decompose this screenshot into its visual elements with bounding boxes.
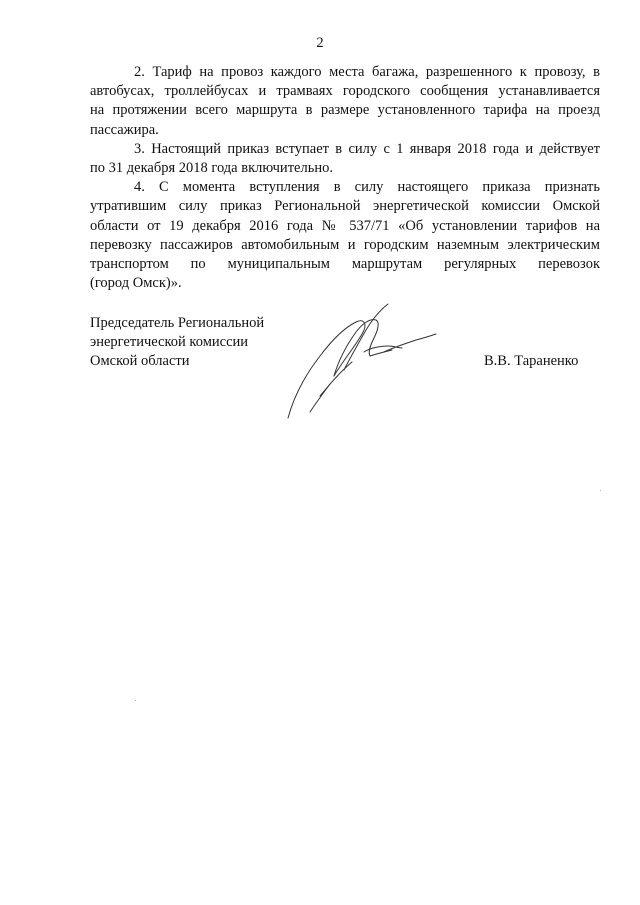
scan-speck [600, 490, 601, 491]
page-number: 2 [316, 35, 324, 51]
paragraph-effective-date [90, 140, 600, 178]
text-line: утратившим силу приказ Региональной энергетической комиссии Омской [90, 198, 600, 215]
signatory-title-line: Омской области [90, 353, 190, 370]
scan-speck [135, 700, 136, 701]
text-line: на протяжении всего маршрута в размере установленного тарифа на проезд [90, 102, 600, 119]
document-body [90, 63, 600, 293]
signatory-name: В.В. Тараненко [484, 353, 579, 369]
text-line: 3. Настоящий приказ вступает в силу с 1 января 2018 года и действует [134, 140, 600, 157]
signature-strokes [288, 304, 436, 418]
paragraph-repeal [90, 178, 600, 293]
text-line: 4. С момента вступления в силу настоящего приказа признать [134, 179, 600, 196]
text-line: по 31 декабря 2018 года включительно. [90, 160, 333, 177]
text-line: области от 19 декабря 2016 года № 537/71 «Об установлении тарифов на [90, 217, 600, 234]
handwritten-signature [280, 300, 440, 430]
paragraph-baggage-tariff [90, 63, 600, 140]
text-line: 2. Тариф на провоз каждого места багажа, разрешенного к провозу, в [134, 64, 600, 80]
text-line: транспортом по муниципальным маршрутам регулярных перевозок [90, 256, 600, 273]
text-line: (город Омск)». [90, 275, 182, 292]
text-line: автобусах, троллейбусах и трамваях городского сообщения устанавливается [90, 83, 600, 100]
text-line: перевозку пассажиров автомобильным и городским наземным электрическим [90, 236, 600, 253]
signatory-title-line: энергетической комиссии [90, 334, 249, 351]
text-line: пассажира. [90, 121, 159, 138]
signatory-title [90, 314, 264, 372]
signatory-title-line: Председатель Региональной [90, 315, 265, 331]
